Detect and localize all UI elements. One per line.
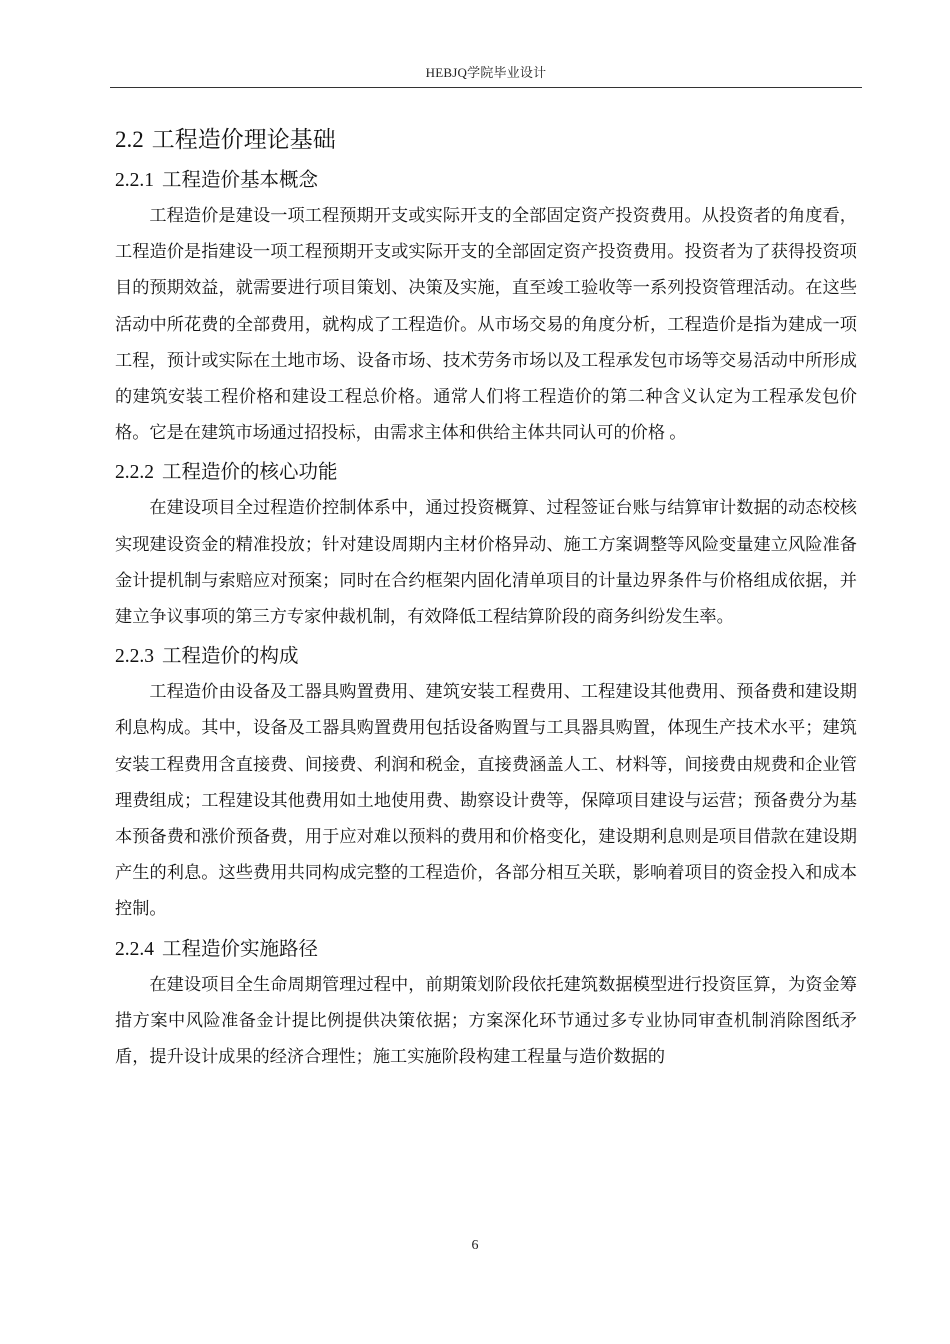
page-number: 6	[471, 1238, 479, 1253]
paragraph-implementation-path: 在建设项目全生命周期管理过程中，前期策划阶段依托建筑数据模型进行投资匡算，为资金筹措方案中风险准备金计提比例提供决策依据；方案深化环节通过多专业协同审查机制消除图纸矛盾，提升设计成果的经济合理性；施工实施阶段构建工程量与造价数据的	[115, 974, 857, 1067]
running-header: HEBJQ学院毕业设计	[425, 65, 547, 80]
subsection-title: 工程造价基本概念	[162, 168, 319, 191]
subsection-title: 工程造价的构成	[162, 644, 299, 668]
subsection-number: 2.2.2	[115, 462, 154, 484]
subsection-number: 2.2.4	[115, 938, 154, 960]
page-content	[115, 118, 857, 1075]
section-heading	[115, 118, 857, 162]
paragraph-basic-concept: 工程造价是建设一项工程预期开支或实际开支的全部固定资产投资费用。从投资者的角度看，工程造价是指建设一项工程预期开支或实际开支的全部固定资产投资费用。投资者为了获得投资项目的预期效益，就需要进行项目策划、决策及实施，直至竣工验收等一系列投资管理活动。在这些活动中所花费的全部费用，就构成了工程造价。从市场交易的角度分析，工程造价是指为建成一项工程，预计或实际在土地市场、设备市场、技术劳务市场以及工程承发包市场等交易活动中所形成的建筑安装工程价格和建设工程总价格。通常人们将工程造价的第二种含义认定为工程承发包价格。它是在建筑市场通过招投标，由需求主体和供给主体共同认可的价格 。	[115, 206, 857, 443]
paragraph-composition: 工程造价由设备及工器具购置费用、建筑安装工程费用、工程建设其他费用、预备费和建设期利息构成。其中，设备及工器具购置费用包括设备购置与工具器具购置，体现生产技术水平；建筑安装工程费用含直接费、间接费、利润和税金，直接费涵盖人工、材料等，间接费由规费和企业管理费组成；工程建设其他费用如土地使用费、勘察设计费等，保障项目建设与运营；预备费分为基本预备费和涨价预备费，用于应对难以预料的费用和价格变化，建设期利息则是项目借款在建设期产生的利息。这些费用共同构成完整的工程造价，各部分相互关联，影响着项目的资金投入和成本控制。	[115, 682, 857, 919]
subsection-number: 2.2.1	[115, 170, 154, 191]
subsection-heading-2-2-3	[115, 638, 857, 674]
subsection-heading-2-2-1	[115, 162, 857, 198]
section-title: 工程造价理论基础	[151, 127, 336, 153]
paragraph-core-function: 在建设项目全过程造价控制体系中，通过投资概算、过程签证台账与结算审计数据的动态校核实现建设资金的精准投放；针对建设周期内主材价格异动、施工方案调整等风险变量建立风险准备金计提机制与索赔应对预案；同时在合约框架内固化清单项目的计量边界条件与价格组成依据，并建立争议事项的第三方专家仲裁机制，有效降低工程结算阶段的商务纠纷发生率。	[115, 498, 857, 627]
header-divider	[110, 87, 862, 88]
subsection-title: 工程造价的核心功能	[162, 460, 338, 484]
subsection-title: 工程造价实施路径	[162, 936, 319, 960]
section-number: 2.2	[115, 127, 144, 152]
subsection-heading-2-2-2	[115, 454, 857, 490]
subsection-heading-2-2-4	[115, 931, 857, 967]
subsection-number: 2.2.3	[115, 646, 154, 668]
